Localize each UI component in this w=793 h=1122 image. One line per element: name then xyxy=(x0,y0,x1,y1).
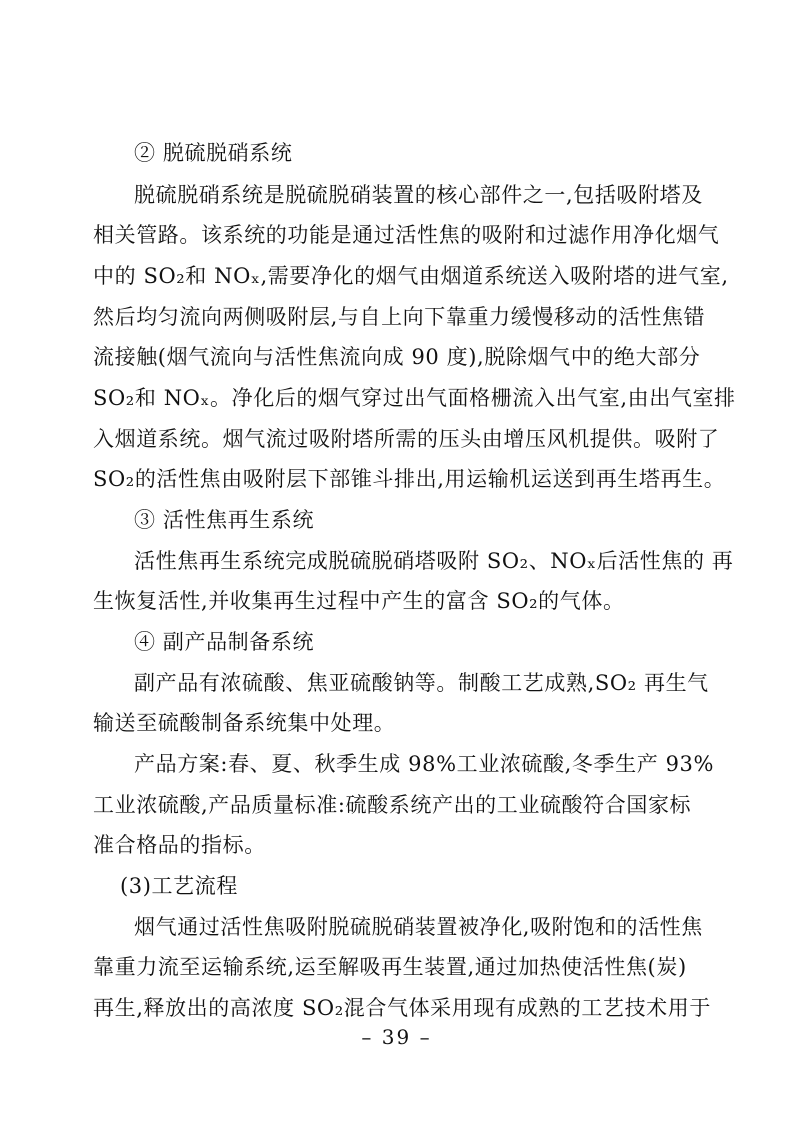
paragraph-line: SO₂的活性焦由吸附层下部锥斗排出,用运输机运送到再生塔再生。 xyxy=(93,467,726,491)
paragraph-line: 然后均匀流向两侧吸附层,与自上向下靠重力缓慢移动的活性焦错 xyxy=(93,305,706,329)
paragraph-line: 烟气通过活性焦吸附脱硫脱硝装置被净化,吸附饱和的活性焦 xyxy=(134,915,703,939)
section-heading-desulfurization-denitrification-system: ② 脱硫脱硝系统 xyxy=(134,141,293,165)
section-heading-process-flow: (3)工艺流程 xyxy=(120,874,238,898)
paragraph-line: 准合格品的指标。 xyxy=(93,833,266,857)
paragraph-line: 再生,释放出的高浓度 SO₂混合气体采用现有成熟的工艺技术用于 xyxy=(93,996,711,1020)
paragraph-line: 产品方案:春、夏、秋季生成 98%工业浓硫酸,冬季生产 93% xyxy=(134,752,715,776)
paragraph-line: 副产品有浓硫酸、焦亚硫酸钠等。制酸工艺成熟,SO₂ 再生气 xyxy=(134,671,709,695)
paragraph-line: 相关管路。该系统的功能是通过活性焦的吸附和过滤作用净化烟气 xyxy=(93,223,720,247)
paragraph-line: 脱硫脱硝系统是脱硫脱硝装置的核心部件之一,包括吸附塔及 xyxy=(134,183,703,207)
paragraph-line: 入烟道系统。烟气流过吸附塔所需的压头由增压风机提供。吸附了 xyxy=(93,427,720,451)
paragraph-line: 流接触(烟气流向与活性焦流向成 90 度),脱除烟气中的绝大部分 xyxy=(93,345,701,369)
paragraph-line: 中的 SO₂和 NOₓ,需要净化的烟气由烟道系统送入吸附塔的进气室, xyxy=(93,264,729,288)
paragraph-line: 工业浓硫酸,产品质量标准:硫酸系统产出的工业硫酸符合国家标 xyxy=(93,793,692,817)
paragraph-line: SO₂和 NOₓ。净化后的烟气穿过出气面格栅流入出气室,由出气室排 xyxy=(93,386,736,410)
section-heading-activated-coke-regeneration-system: ③ 活性焦再生系统 xyxy=(134,508,315,532)
section-heading-byproduct-preparation-system: ④ 副产品制备系统 xyxy=(134,630,315,654)
page-number: – 39 – xyxy=(361,1025,432,1049)
paragraph-line: 输送至硫酸制备系统集中处理。 xyxy=(93,711,396,735)
paragraph-line: 靠重力流至运输系统,运至解吸再生装置,通过加热使活性焦(炭) xyxy=(93,955,687,979)
paragraph-line: 活性焦再生系统完成脱硫脱硝塔吸附 SO₂、NOₓ后活性焦的 再 xyxy=(134,549,734,573)
paragraph-line: 生恢复活性,并收集再生过程中产生的富含 SO₂的气体。 xyxy=(93,589,625,613)
